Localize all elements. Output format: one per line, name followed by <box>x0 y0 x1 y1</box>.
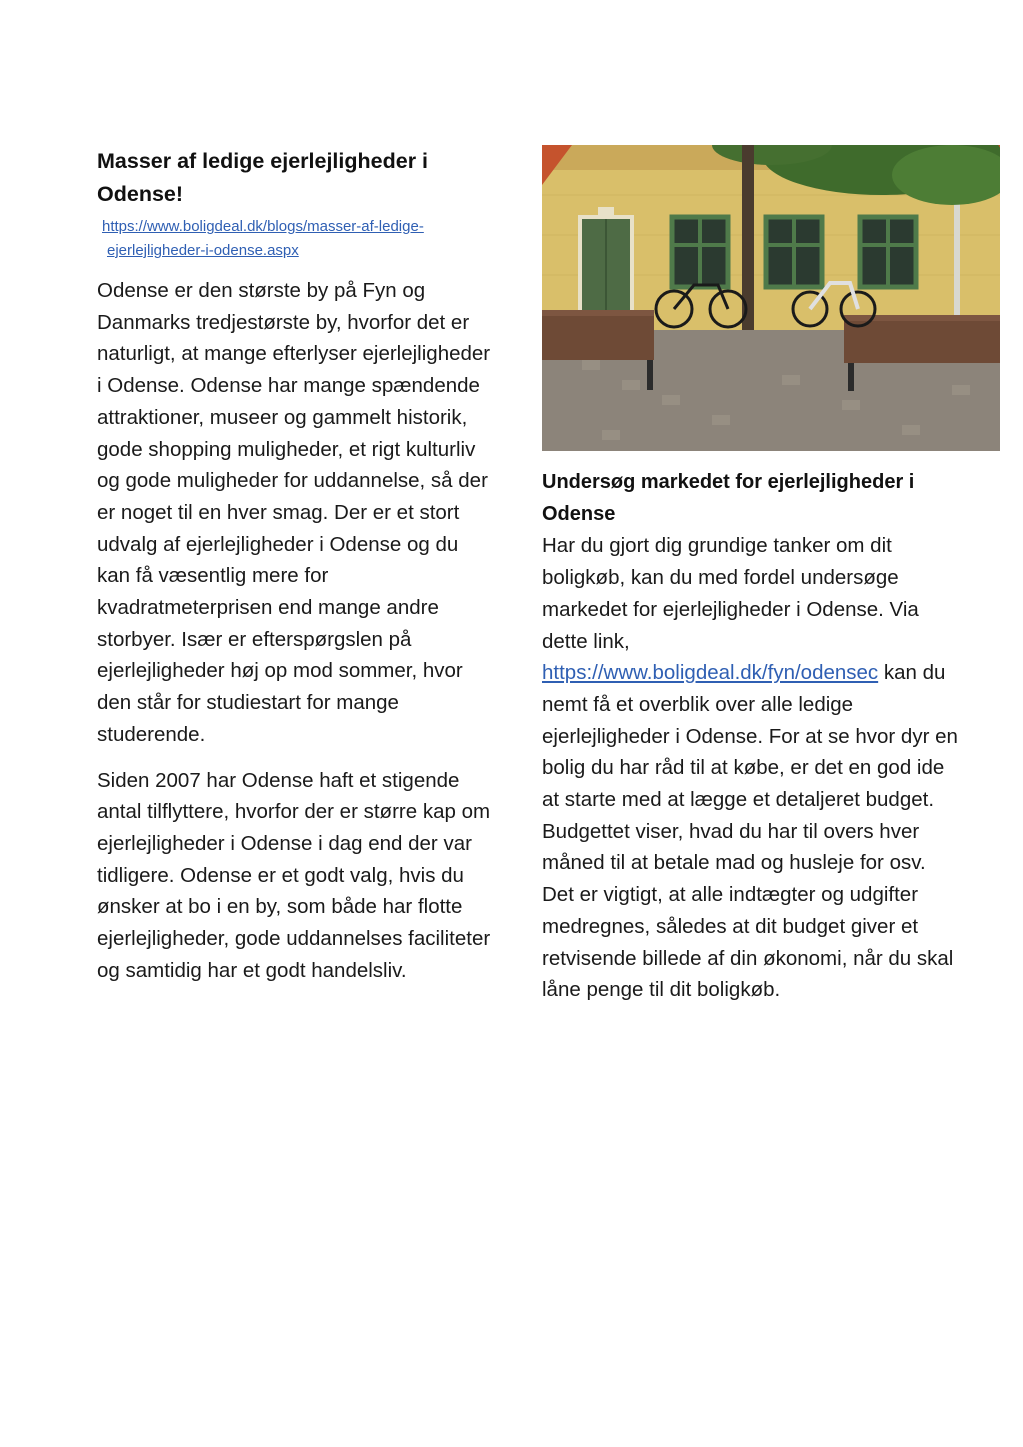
text-before-link: Har du gjort dig grundige tanker om dit boligkøb, kan du med fordel undersøge markedet for ejerlejligheder i Odense. Via dette link, <box>542 534 919 653</box>
odense-street-photo <box>542 145 1000 451</box>
paragraph-since-2007: Siden 2007 har Odense haft et stigende antal tilflyttere, hvorfor der er større kap om ejerlejligheder i Odense i dag end der var tidligere. Odense er et godt valg, hvis du ønsker at bo i en by, som både har flotte ejerlejligheder, gode uddannelses faciliteter og samtidig har et godt handelsliv. <box>97 768 491 982</box>
section-subtitle: Undersøg markedet for ejerlejligheder i Odense <box>542 471 915 525</box>
right-column <box>542 145 962 1006</box>
text-after-link: kan du nemt få et overblik over alle ledige ejerlejligheder i Odense. For at se hvor dyr en bolig du har råd til at købe, er det en god ide at starte med at lægge et detaljeret budget. Budgettet viser, hvad du har til overs hver måned til at betale mad og husleje for osv. Det er vigtigt, at alle indtægter og udgifter medregnes, således at dit budget giver et retvisende billede af din økonomi, når du skal låne penge til dit boligkøb. <box>542 661 958 1002</box>
paragraph-intro: Odense er den største by på Fyn og Danmarks tredjestørste by, hvorfor det er naturligt, at mange efterlyser ejerlejligheder i Odense. Odense har mange spændende attraktioner, museer og gammelt historik, gode shopping muligheder, et rigt kulturliv og gode muligheder for uddannelse, så der er noget til en hver smag. Der er et stort udvalg af ejerlejligheder i Odense og du kan få væsentlig mere for kvadratmeterprisen end mange andre storbyer. Især er efterspørgslen på ejerlejligheder høj op mod sommer, hvor den står for studiestart for mange studerende. <box>97 279 491 746</box>
article-source-link[interactable]: https://www.boligdeal.dk/blogs/masser-af-ledige-ejerlejligheder-i-odense.aspx <box>102 218 424 259</box>
odense-listings-link[interactable]: https://www.boligdeal.dk/fyn/odensec <box>542 661 879 685</box>
paragraph-market <box>542 530 962 1006</box>
left-column <box>97 145 492 1000</box>
article-title: Masser af ledige ejerlejligheder i Odense! <box>97 149 429 206</box>
